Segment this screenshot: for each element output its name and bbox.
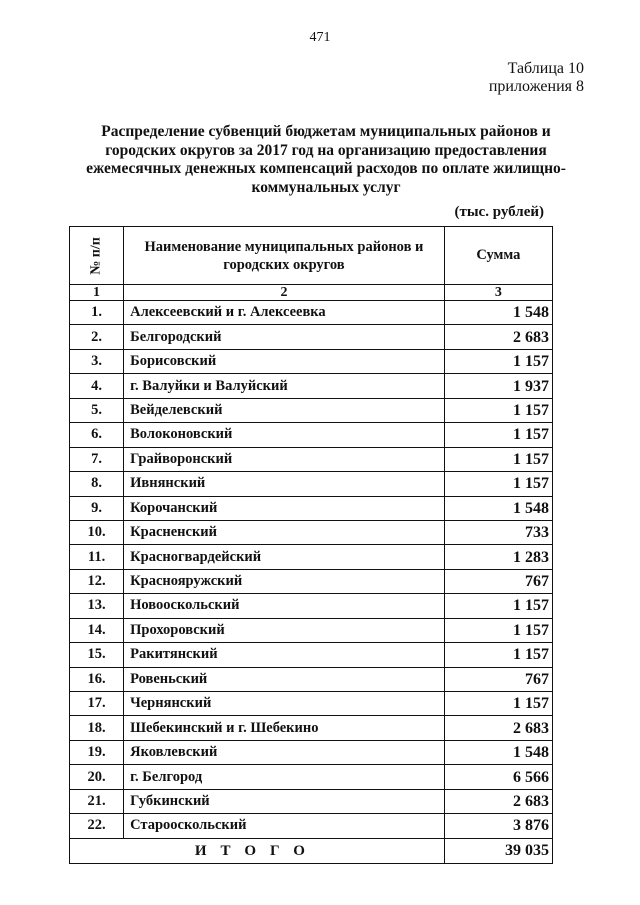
row-number: 7. — [70, 447, 124, 471]
row-number: 17. — [70, 692, 124, 716]
row-district-name: Борисовский — [124, 349, 445, 373]
row-sum: 1 157 — [444, 618, 552, 642]
row-sum: 1 157 — [444, 447, 552, 471]
row-sum: 2 683 — [444, 716, 552, 740]
row-sum: 767 — [444, 667, 552, 691]
row-sum: 1 157 — [444, 349, 552, 373]
row-sum: 767 — [444, 569, 552, 593]
row-number: 21. — [70, 789, 124, 813]
document-title-line1: Распределение субвенций бюджетам муниципальных районов и — [101, 123, 551, 140]
units-label: (тыс. рублей) — [454, 204, 544, 220]
table-row — [70, 496, 553, 520]
row-district-name: Новооскольский — [124, 594, 445, 618]
document-title-line3: ежемесячных денежных компенсаций расходов по оплате жилищно- — [86, 160, 566, 177]
row-sum: 2 683 — [444, 789, 552, 813]
row-number: 19. — [70, 740, 124, 764]
table-row — [70, 716, 553, 740]
row-number: 22. — [70, 814, 124, 838]
header-name: Наименование муниципальных районов и городских округов — [124, 227, 445, 285]
total-label: ИТОГО — [70, 838, 445, 863]
row-sum: 1 548 — [444, 301, 552, 325]
page-number: 471 — [309, 30, 331, 45]
table-row — [70, 472, 553, 496]
table-body — [70, 301, 553, 839]
column-index-2: 2 — [124, 285, 445, 301]
row-number: 18. — [70, 716, 124, 740]
row-sum: 1 157 — [444, 398, 552, 422]
table-row — [70, 569, 553, 593]
row-district-name: Старооскольский — [124, 814, 445, 838]
document-title-line4: коммунальных услуг — [251, 178, 401, 196]
row-number: 3. — [70, 349, 124, 373]
table-row — [70, 325, 553, 349]
row-sum: 1 937 — [444, 374, 552, 398]
document-title — [70, 123, 582, 197]
table-row — [70, 643, 553, 667]
row-number: 4. — [70, 374, 124, 398]
table-row — [70, 520, 553, 544]
table-row — [70, 692, 553, 716]
row-sum: 1 157 — [444, 643, 552, 667]
row-district-name: Чернянский — [124, 692, 445, 716]
row-number: 10. — [70, 520, 124, 544]
table-row — [70, 447, 553, 471]
row-district-name: г. Белгород — [124, 765, 445, 789]
total-sum: 39 035 — [444, 838, 552, 863]
row-district-name: г. Валуйки и Валуйский — [124, 374, 445, 398]
row-district-name: Ровеньский — [124, 667, 445, 691]
table-row — [70, 374, 553, 398]
column-index-3: 3 — [444, 285, 552, 301]
row-number: 20. — [70, 765, 124, 789]
row-district-name: Волоконовский — [124, 423, 445, 447]
row-district-name: Яковлевский — [124, 740, 445, 764]
row-district-name: Белгородский — [124, 325, 445, 349]
row-sum: 733 — [444, 520, 552, 544]
table-row — [70, 765, 553, 789]
row-district-name: Ивнянский — [124, 472, 445, 496]
document-title-line2: городских округов за 2017 год на организацию предоставления — [105, 141, 547, 159]
row-district-name: Прохоровский — [124, 618, 445, 642]
row-number: 12. — [70, 569, 124, 593]
column-index-1: 1 — [70, 285, 124, 301]
row-district-name: Шебекинский и г. Шебекино — [124, 716, 445, 740]
row-district-name: Вейделевский — [124, 398, 445, 422]
row-district-name: Красногвардейский — [124, 545, 445, 569]
table-row — [70, 667, 553, 691]
table-row — [70, 423, 553, 447]
table-reference — [489, 60, 584, 96]
row-number: 2. — [70, 325, 124, 349]
table-row — [70, 349, 553, 373]
table-header-row — [70, 227, 553, 285]
row-district-name: Корочанский — [124, 496, 445, 520]
table-row — [70, 545, 553, 569]
table-row — [70, 594, 553, 618]
total-row — [70, 838, 553, 863]
table-row — [70, 398, 553, 422]
row-sum: 1 157 — [444, 594, 552, 618]
row-district-name: Алексеевский и г. Алексеевка — [124, 301, 445, 325]
row-district-name: Ракитянский — [124, 643, 445, 667]
row-district-name: Грайворонский — [124, 447, 445, 471]
row-sum: 1 283 — [444, 545, 552, 569]
row-number: 16. — [70, 667, 124, 691]
row-sum: 6 566 — [444, 765, 552, 789]
row-district-name: Краснояружский — [124, 569, 445, 593]
row-district-name: Красненский — [124, 520, 445, 544]
row-sum: 1 548 — [444, 740, 552, 764]
table-row — [70, 789, 553, 813]
column-index-row — [70, 285, 553, 301]
row-sum: 1 157 — [444, 423, 552, 447]
header-number: № п/п — [70, 227, 124, 285]
row-number: 15. — [70, 643, 124, 667]
row-number: 6. — [70, 423, 124, 447]
row-sum: 1 157 — [444, 472, 552, 496]
table-row — [70, 618, 553, 642]
subvention-table — [69, 226, 553, 864]
table-reference-line2: приложения 8 — [488, 78, 584, 95]
table-reference-line1: Таблица 10 — [507, 60, 584, 77]
row-district-name: Губкинский — [124, 789, 445, 813]
row-number: 14. — [70, 618, 124, 642]
row-number: 13. — [70, 594, 124, 618]
table-row — [70, 814, 553, 838]
row-sum: 3 876 — [444, 814, 552, 838]
header-sum: Сумма — [444, 227, 552, 285]
row-number: 9. — [70, 496, 124, 520]
table-row — [70, 301, 553, 325]
row-number: 8. — [70, 472, 124, 496]
row-number: 11. — [70, 545, 124, 569]
row-number: 1. — [70, 301, 124, 325]
row-sum: 1 157 — [444, 692, 552, 716]
row-sum: 2 683 — [444, 325, 552, 349]
table-row — [70, 740, 553, 764]
row-sum: 1 548 — [444, 496, 552, 520]
row-number: 5. — [70, 398, 124, 422]
